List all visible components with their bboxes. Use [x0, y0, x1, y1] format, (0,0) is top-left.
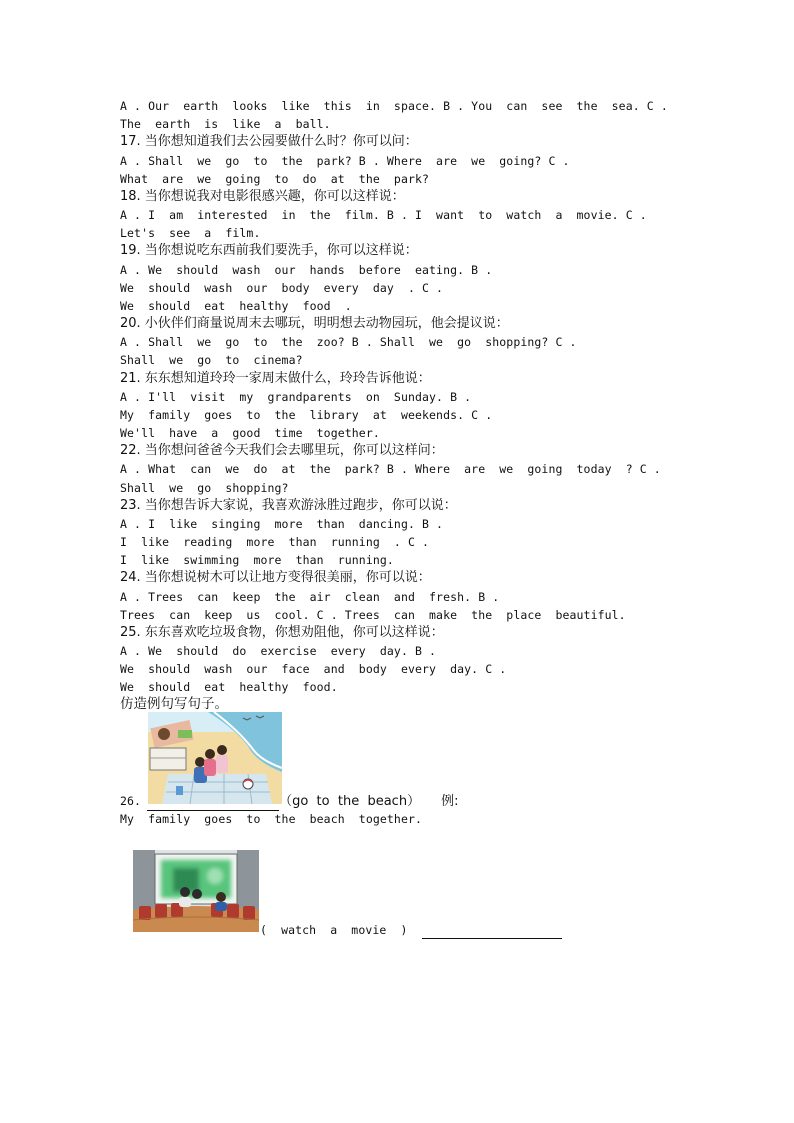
text-line: 18. 当你想说我对电影很感兴趣，你可以这样说： [120, 188, 405, 204]
text-line: A . We should wash our hands before eating. B . [120, 262, 493, 277]
text-line: A . Our earth looks like this in space. B . You can see the sea. C . [120, 99, 668, 113]
text-line: 21. 东东想知道玲玲一家周末做什么，玲玲告诉他说： [120, 370, 431, 386]
cinema-picture [133, 850, 259, 932]
text-line: The earth is like a ball. [120, 117, 331, 132]
text-line: Shall we go shopping? [120, 480, 289, 495]
text-line: We should eat healthy food. [120, 680, 338, 695]
text-line: I like reading more than running . C . [120, 535, 430, 550]
text-line: My family goes to the library at weekends. C . [120, 407, 493, 422]
q26-example-label: 例: [441, 794, 459, 809]
text-line: A . Trees can keep the air clean and fresh. B . [120, 589, 500, 604]
text-line: What are we going to do at the park? [120, 171, 430, 186]
text-line: We'll have a good time together. [120, 426, 380, 441]
text-line: 17. 当你想知道我们去公园要做什么时？你可以问： [120, 134, 418, 150]
text-line: 23. 当你想告诉大家说，我喜欢游泳胜过跑步，你可以说： [120, 497, 457, 513]
text-line: I like swimming more than running. [120, 553, 394, 568]
text-line: A . Shall we go to the zoo? B . Shall we go shopping? C . [120, 335, 577, 350]
q26-example-sentence: My family goes to the beach together. [120, 812, 423, 826]
text-line: We should wash our face and body every day. C . [120, 662, 507, 677]
text-line: 19. 当你想说吃东西前我们要洗手，你可以这样说： [120, 243, 418, 259]
text-line: 24. 当你想说树木可以让地方变得很美丽，你可以说： [120, 570, 431, 586]
q26-number: 26. [120, 794, 142, 808]
text-line: A . What can we do at the park? B . Where are we going today ? C . [120, 462, 661, 477]
text-line: 22. 当你想问爸爸今天我们会去哪里玩，你可以这样问： [120, 443, 444, 459]
text-line: We should eat healthy food . [120, 298, 352, 313]
text-line: A . I am interested in the film. B . I want to watch a movie. C . [120, 208, 647, 223]
q27-hint: ( watch a movie ) [260, 923, 408, 937]
text-line: 20. 小伙伴们商量说周末去哪玩，明明想去动物园玩，他会提议说： [120, 316, 509, 332]
text-line: We should wash our body every day . C . [120, 280, 444, 295]
q27-answer-blank[interactable] [422, 926, 562, 939]
q26-line [120, 792, 459, 811]
text-line: 25. 东东喜欢吃垃圾食物，你想劝阻他，你可以这样说： [120, 624, 444, 640]
text-line: A . I'll visit my grandparents on Sunday. B . [120, 389, 472, 404]
text-line: A . I like singing more than dancing. B . [120, 516, 444, 531]
text-line: Let's see a film. [120, 226, 261, 241]
beach-picture [148, 712, 282, 804]
text-line: A . We should do exercise every day. B . [120, 644, 437, 659]
q27-line [260, 921, 562, 939]
text-line: Shall we go to cinema? [120, 353, 303, 368]
text-line: A . Shall we go to the park? B . Where are we going? C . [120, 153, 570, 168]
section-title: 仿造例句写句子。 [120, 696, 228, 712]
text-line: Trees can keep us cool. C . Trees can make the place beautiful. [120, 607, 626, 622]
q26-hint: （go to the beach） [279, 794, 421, 809]
